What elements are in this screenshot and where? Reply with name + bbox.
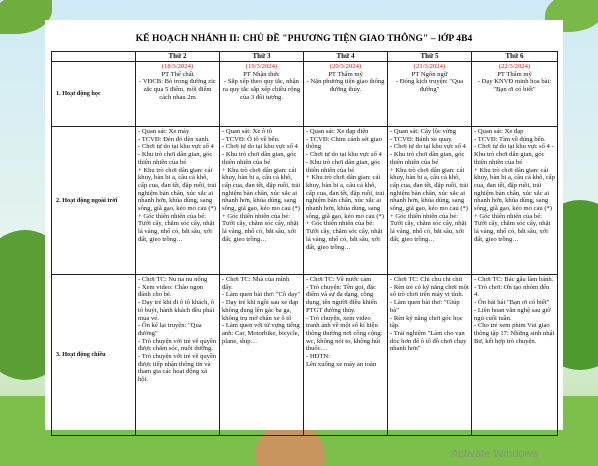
row-label: 2. Hoạt động ngoài trời [52,127,136,275]
cell-text-line: - Dạy trẻ khi ngồi sau xe đạp không đung lên gác ba ga, không trụ mở chân xe ô tô [222,299,299,322]
cell-text-line: - Rèn trẻ có kỹ năng chơi một số trò chơi trên máy vi tính. [390,283,469,299]
cell-text-line: - HĐTN: [306,353,330,361]
cell-text-line: - TCVĐ: Tìm về đúng bến. [474,135,546,143]
table-cell [220,62,304,127]
cell-text-line: + Góc thiên nhiên của bé: Tưới cây, chăm sóc cây, nhặt lá vàng, nhổ cỏ, bắt sâu, xới đất, gieo trồng… [222,212,299,243]
cell-text-line: - Rèn kỹ năng chơi góc học tập. [390,314,463,330]
cell-text-line: - Chơi TC: Về nước cảm [306,276,372,283]
cell-text-line: + Khu trò chơi dân gian: cái khuy, bàn bi a, câu cá khô, cấp cua, đan tết, đập ruồi, trải nghiệm bàn chân, xúc xắc ai nhanh hơn, khúa dùng, sang sông, giã gạo, kéo mo cau (*) [138,166,217,213]
cell-text-line: - Đóng kịch truyện: "Qua đường" [395,78,464,94]
cell-text-line: - Trò chuyện với trẻ về quyền được tiếp nhận thông tin và tham gia các hoạt động xã hội. [138,353,217,384]
header-cell-thu3: Thứ 3 [220,52,304,62]
plan-table [51,51,558,436]
cell-text-line: Lên xuống xe máy an toàn [306,360,377,368]
cell-text-line: - TCVĐ: Ô tô về bến. [222,135,280,143]
table-cell [388,127,472,275]
cell-text-line: - Trò chuyện: Tên gọi, đặc điểm và sự đa dạng, công dụng, tên người điều khiển PTGT đường thủy. [306,283,377,314]
header-cell-empty [52,52,136,62]
table-cell [304,62,388,127]
cell-text-line: + Góc thiên nhiên của bé: Tưới cây, chăm sóc cây, nhặt lá vàng, nhổ cỏ, bắt sâu, xới đất, gieo trồng… [474,212,551,243]
cell-text-line: - Chơi tự do tại khu vực số 4 - Khu trò chơi dân gian, góc thiên nhiên của bé [222,143,298,166]
table-cell [472,127,558,275]
header-row [52,52,558,62]
date-label: (22/3/2024) [498,63,531,70]
row-label: 1. Hoạt động học [52,62,136,127]
cell-text-line: - Dạy KNVĐ minh họa bài: "Bạn ơi có biết" [477,78,552,94]
cell-text-line: - Làm quen bài thơ: "Giúp bà" [390,299,460,314]
cell-text-line: - TCVĐ: Chim cánh sét giao thông [306,135,382,151]
date-label: (19/3/2024) [245,63,278,70]
date-label: (18/3/2024) [161,63,194,70]
document-title: KẾ HOẠCH NHÁNH II: CHỦ ĐỀ "PHƯƠNG TIỆN GIAO THÔNG" – lỚP 4B4 [135,34,473,44]
cell-text-line: - Chơi tự do tại khu vực số 4 - Khu trò chơi dân gian, góc thiên nhiên của bé [138,143,214,166]
cell-text-line: - Sắp xếp theo quy tắc, nhận ra quy tắc sắp xếp chiều rộng của 3 đối tượng. [222,78,301,101]
cell-text-line: + Khu trò chơi dân gian: cái khuy, bàn bi a, câu cá khô, cấp cua, đan tết, đập ruồi, trải nghiệm bàn chân, xúc xắc ai nhanh hơn, khúa dùng, sang sông, giã gạo, kéo mo cau (*) [222,166,301,213]
date-label: (20/3/2024) [329,63,362,70]
cell-text-line: - Cho trẻ xem phim Vui giao thông tập 17: Những sinh nhật Bư, kết hợp trò chuyện. [474,322,555,345]
document-sheet [45,20,563,430]
cell-text-line: - Chơi tự do tại khu vực số 4 - Khu trò chơi dân gian, góc thiên nhiên của bé [306,151,382,174]
header-cell-thu2: Thứ 2 [136,52,220,62]
cell-text-line: - Quan sát: Cây lộc vừng [390,128,457,135]
cell-text-line: PT Thẩm mỹ [328,70,363,78]
cell-text-line: - Trò chuyện với trẻ về quyền được chăm sóc, nuôi dưỡng. [138,337,217,353]
table-cell [304,127,388,275]
cell-text-line: - Chơi TC: Chi chu chi chít [390,276,463,283]
cell-text-line: - Quan sát: Xe máy [138,128,190,135]
table-cell [220,275,304,436]
cell-text-line: - Chơi TC: Nhà của mình đẩy. [222,276,290,291]
cell-text-line: - Ôn kể lại truyện: "Qua đường" [138,322,202,337]
cell-text-line: - Dạy trẻ khi đi ô tô khách, ô tô buýt, hành khách đều phải mua vé. [138,299,215,322]
date-label: (21/3/2024) [413,63,446,70]
table-cell [304,275,388,436]
cell-text-line: - Quan sát: Xe đạp [474,128,524,135]
cell-text-line: - VĐCB: Bò trong đường zic zắc qua 5 điểm, mối điểm cách nhau 2m [139,78,216,101]
cell-text-line: PT Nhận thức [243,70,280,78]
cell-text-line: PT Thể chất [161,70,194,78]
cell-text-line: - Xem video: Chào ngọn đánh cho bé. [138,283,204,299]
cell-text-line: PT Ngôn ngữ [411,70,448,78]
cell-text-line: - Ôn bài hát "Bạn ơi có biết" [474,299,550,307]
table-cell [472,275,558,436]
cell-text-line: PT Thẩm mỹ [497,70,532,78]
table-row-hoat-dong-chieu [52,275,558,436]
header-cell-thu5: Thứ 5 [388,52,472,62]
cell-text-line: - TCVĐ: Đèn đỏ đèn xanh. [138,135,210,143]
cell-text-line: + Góc thiên nhiên của bé: Tưới cây, chăm sóc cây, nhặt lá vàng, nhổ cỏ, bắt sâu, xới đất, gieo trồng… [390,212,467,243]
cell-text-line: - Chơi tự do tại khu vực số 4 - Khu trò chơi dân gian, góc thiên nhiên của bé [390,143,466,166]
table-cell [388,62,472,127]
header-cell-thu4: Thứ 4 [304,52,388,62]
cell-text-line: - TCVĐ: Bánh xe quay. [390,135,453,143]
table-cell [136,62,220,127]
cell-text-line: + Khu trò chơi dân gian: cái khuy, bàn bi a, câu cá khô, cấp cua, đan tết, đập ruồi, trải nghiệm bàn chân, xúc xắc ai nhanh hơn, khúa dùng, sang sông, giã gạo, kéo mo cau (*) [474,166,555,213]
cell-text-line: - Trải nghiệm "Làm cho vạn dóc hơn để ô tô đồ chơi chạy nhanh hơn" [390,329,467,353]
cell-text-line: - Trò chơi: Ơn tạo nhóm đến 4. [474,283,550,299]
cell-text-line: - Chơi tự do tại khu vực số 4 - Khu trò chơi dân gian, góc thiên nhiên của bé [474,143,554,166]
table-cell [136,275,220,436]
cell-text-line: - Chơi TC: Nu na nu nống [138,276,208,283]
cell-text-line: - Liên hoan văn nghệ sau giờ ngủ cuối tuần. [474,306,551,322]
header-cell-thu6: Thứ 6 [472,52,558,62]
cell-text-line: - Chơi TC: Bác gấu làm bánh. [474,276,554,283]
table-row-hoat-dong-hoc [52,62,558,127]
cell-text-line: + Góc thiên nhiên của bé: Tưới cây, chăm sóc cây, nhặt lá vàng, nhổ cỏ, bắt sâu, xới đất, gieo trồng… [138,212,215,243]
cell-text-line: - Quan sát: Xe ô tô [222,128,272,135]
row-label: 3. Hoạt động chiều [52,275,136,436]
activate-windows-watermark: Activate Windows [451,448,538,460]
cell-text-line: + Góc thiên nhiên của bé: Tưới cây, chăm sóc cây, nhặt lá vàng, nhổ cỏ, bắt sâu, xới đất, gieo trồng… [306,220,383,251]
table-cell [220,127,304,275]
cell-text-line: - Trò chuyện, xem video tranh ảnh về một số kí hiệu thông thường nơi công cộng: wc, không nói to, không hút thuốc… [306,314,383,353]
table-cell [136,127,220,275]
cell-text-line: - Làm quen với từ vựng tiếng anh: Car, Motorbike, bicycle, plane, ship… [222,322,300,345]
cell-text-line: - Quan sát: Xe đạp điện [306,128,369,135]
cell-text-line: - Làm quen bài thơ: "Cô dạy" [222,291,301,299]
cell-text-line: + Khu trò chơi dân gian: cái khuy, bàn bi a, câu cá khô, cấp cua, đan tết, đập ruồi, trải nghiệm bàn chân, xúc xắc ai nhanh hơn, khúa dùng, sang sông, giã gạo, kéo mo cau (*) [390,166,469,213]
cell-text-line: + Khu trò chơi dân gian: cái khuy, bàn bi a, câu cá khô, cấp cua, đan tết, đập ruồi, trải nghiệm bàn chân, xúc xắc ai nhanh hơn, khúa dùng, sang sông, giã gạo, kéo mo cau (*) [306,174,385,220]
table-cell [472,62,558,127]
table-cell [388,275,472,436]
table-row-hoat-dong-ngoai-troi [52,127,558,275]
cell-text-line: - Nặn phương tiện giao thông đường thủy. [306,78,385,94]
